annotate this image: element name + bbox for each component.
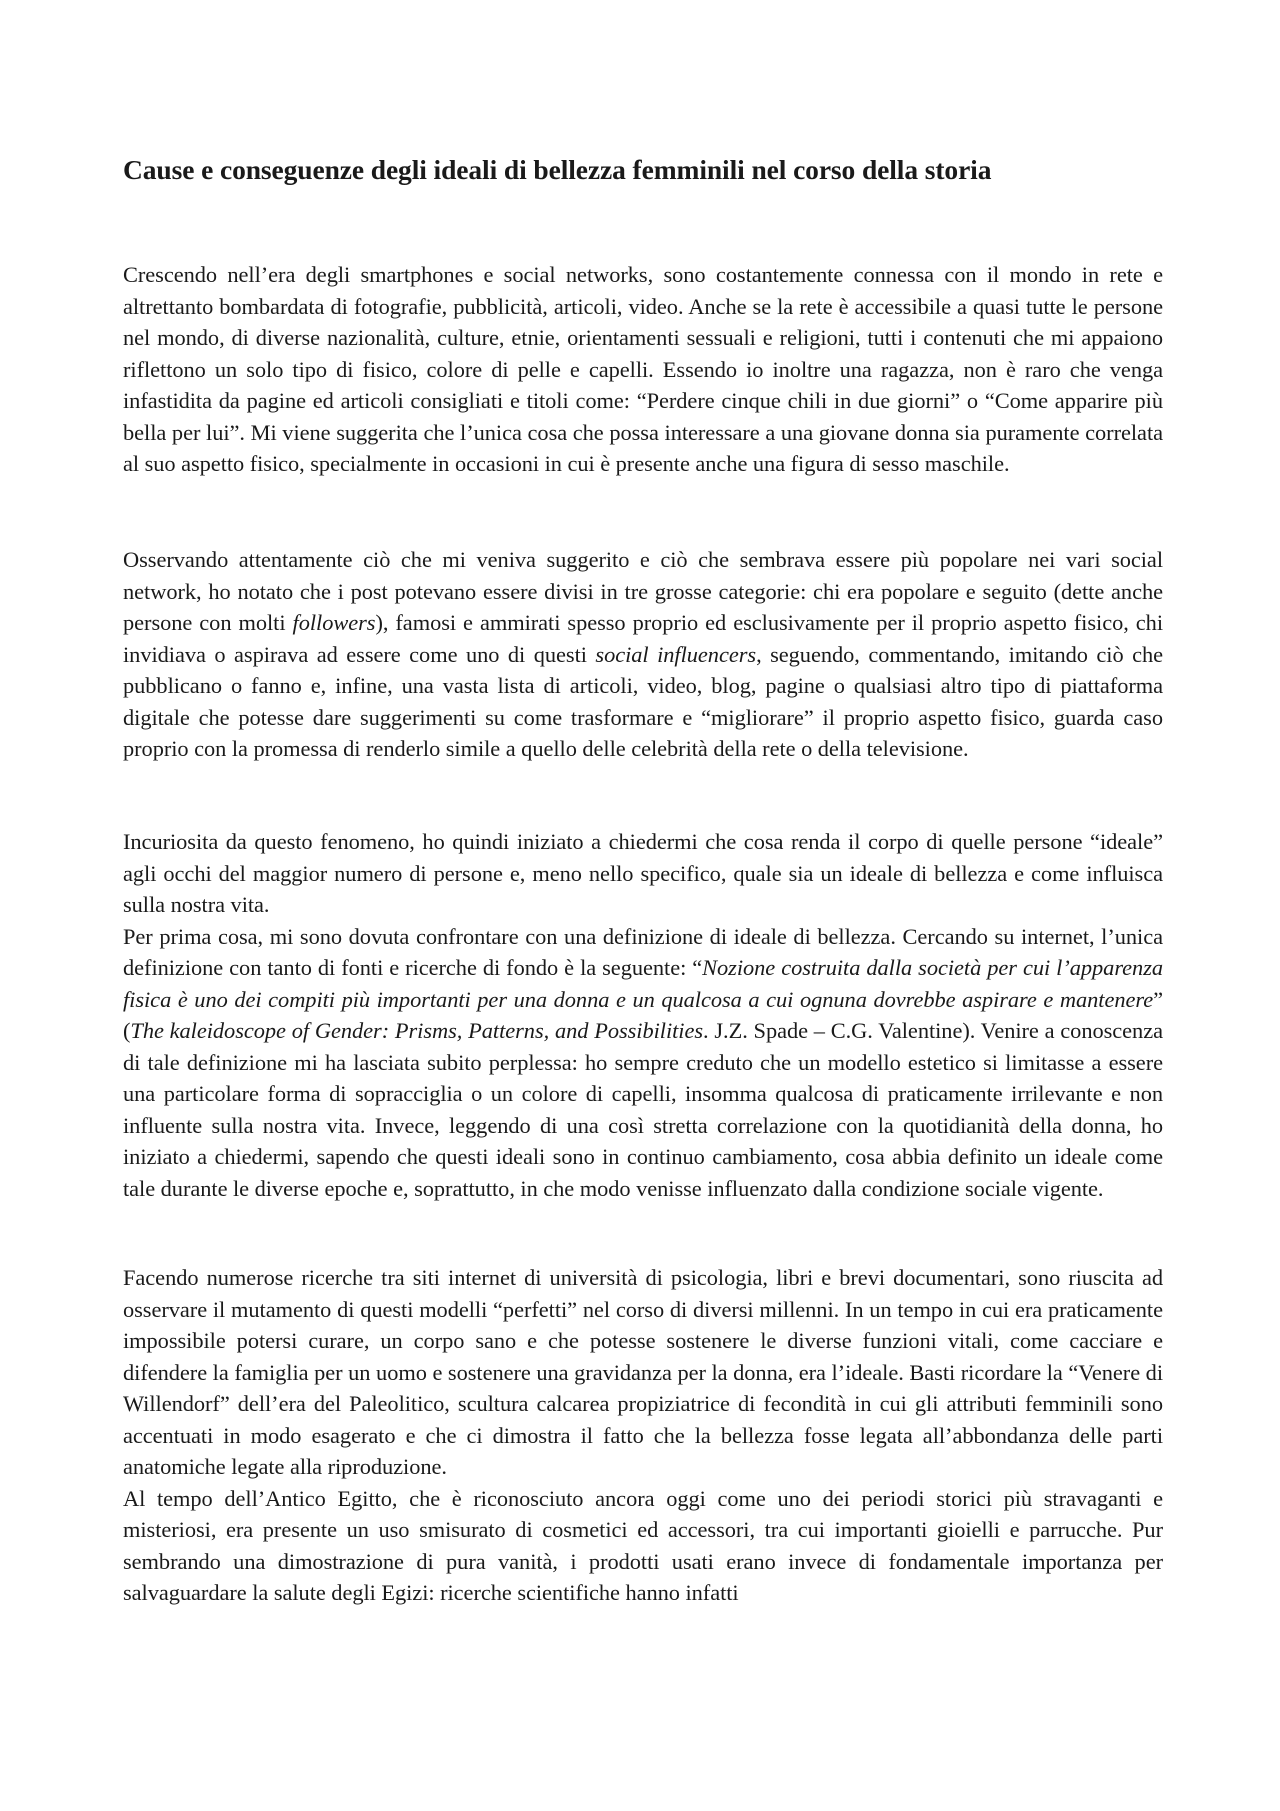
italic-term-followers: followers (292, 610, 376, 635)
italic-term-social-influencers: social influencers (595, 641, 757, 667)
text-run: ), famosi e ammirati spesso proprio ed esclusivamente per il proprio aspetto fisico, chi invidiava o aspirava ad essere come uno di questi (123, 610, 1163, 667)
paragraph-definition (123, 826, 1163, 1204)
text-run: Al tempo dell’Antico Egitto, che è riconosciuto ancora oggi come uno dei periodi storici più stravaganti e misteriosi, era presente un uso smisurato di cosmetici ed accessori, tra cui importanti gioielli e parrucche. Pur sembrando una dimostrazione di pura vanità, i prodotti usati erano invece di fondamentale importanza per salvaguardare la salute degli Egizi: ricerche scientifiche hanno infatti (123, 1485, 1163, 1605)
text-run: ” ( (123, 986, 1163, 1043)
paragraph-intro: Crescendo nell’era degli smartphones e social networks, sono costantemente connessa con il mondo in rete e altrettanto bombardata di fotografie, pubblicità, articoli, video. Anche se la rete è accessibile a quasi tutte le persone nel mondo, di diverse nazionalità, culture, etnie, orientamenti sessuali e religioni, tutti i contenuti che mi appaiono riflettono un solo tipo di fisico, colore di pelle e capelli. Essendo io inoltre una ragazza, non è raro che venga infastidita da pagine ed articoli consigliati e titoli come: “Perdere cinque chili in due giorni” o “Come apparire più bella per lui”. Mi viene suggerita che l’unica cosa che possa interessare a una giovane donna sia puramente correlata al suo aspetto fisico, specialmente in occasioni in cui è presente anche una figura di sesso maschile. (123, 262, 1163, 476)
document-title: Cause e conseguenze degli ideali di bellezza femminili nel corso della storia (123, 154, 992, 185)
italic-book-title: The kaleidoscope of Gender: Prisms, Patterns, and Possibilities (130, 1018, 704, 1043)
paragraph-history (123, 1262, 1163, 1609)
text-run: Facendo numerose ricerche tra siti internet di università di psicologia, libri e brevi documentari, sono riuscita ad osservare il mutamento di questi modelli “perfetti” nel corso di diversi millenni. In un tempo in cui era praticamente impossibile potersi curare, un corpo sano e che potesse sostenere le diverse funzioni vitali, come cacciare e difendere la famiglia per un uomo e sostenere una gravidanza per la donna, era l’ideale. Basti ricordare la “Venere di Willendorf” dell’era del Paleolitico, scultura calcarea propiziatrice di fecondità in cui gli attributi femminili sono accentuati in modo esagerato e che ci dimostra il fatto che la bellezza fosse legata all’abbondanza delle parti anatomiche legate alla riproduzione. (123, 1265, 1163, 1479)
text-run: , seguendo, commentando, imitando ciò che pubblicano o fanno e, infine, una vasta lista di articoli, video, blog, pagine o qualsiasi altro tipo di piattaforma digitale che potesse dare suggerimenti su come trasformare e “migliorare” il proprio aspetto fisico, guarda caso proprio con la promessa di renderlo simile a quello delle celebrità della rete o della televisione. (123, 641, 1164, 761)
text-run: Per prima cosa, mi sono dovuta confrontare con una definizione di ideale di bellezza. Cercando su internet, l’unica definizione con tanto di fonti e ricerche di fondo è la seguente: “ (123, 923, 1163, 980)
paragraph-social-networks (123, 544, 1163, 765)
text-run: Osservando attentamente ciò che mi veniva suggerito e ciò che sembrava essere più popolare nei vari social network, ho notato che i post potevano essere divisi in tre grosse categorie: chi era popolare e seguito (dette anche persone con molti (123, 547, 1163, 635)
italic-quote-definition: Nozione costruita dalla società per cui l’apparenza fisica è uno dei compiti più importanti per una donna e un qualcosa a cui ognuna dovrebbe aspirare e mantenere (123, 955, 1164, 1012)
text-run: . J.Z. Spade – C.G. Valentine). Venire a conoscenza di tale definizione mi ha lasciata subito perplessa: ho sempre creduto che un modello estetico si limitasse a essere una particolare forma di sopracciglia o un colore di capelli, insomma qualcosa di praticamente irrilevante e non influente sulla nostra vita. Invece, leggendo di una così stretta correlazione con la quotidianità della donna, ho iniziato a chiedermi, sapendo che questi ideali sono in continuo cambiamento, cosa abbia definito un ideale come tale durante le diverse epoche e, soprattutto, in che modo venisse influenzato dalla condizione sociale vigente. (123, 1018, 1163, 1201)
text-run: Incuriosita da questo fenomeno, ho quindi iniziato a chiedermi che cosa renda il corpo di quelle persone “ideale” agli occhi del maggior numero di persone e, meno nello specifico, quale sia un ideale di bellezza e come influisca sulla nostra vita. (123, 829, 1163, 917)
